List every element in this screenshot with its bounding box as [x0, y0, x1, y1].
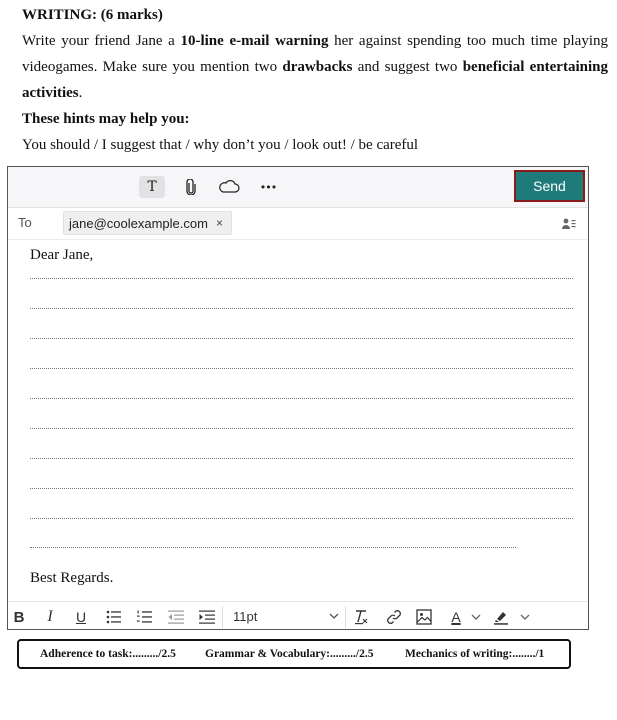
format-toolbar: [8, 601, 588, 632]
numbered-list-button[interactable]: [135, 606, 155, 628]
bullet-list-button[interactable]: [104, 606, 124, 628]
composer-toolbar: [8, 167, 588, 208]
highlighter-icon: [493, 609, 509, 625]
greeting-text: Dear Jane,: [30, 247, 94, 263]
task-text-2: her against spending too much time playing videogames. Make sure you mention two: [22, 33, 609, 75]
insert-image-button[interactable]: [414, 606, 434, 628]
task-emphasis-drawbacks: drawbacks: [282, 59, 353, 75]
contacts-icon: [562, 218, 576, 230]
indent-icon: [199, 610, 215, 624]
font-size-value: 11pt: [233, 609, 258, 624]
recipient-address: jane@coolexample.com: [69, 215, 208, 231]
rubric-grammar-vocabulary: Grammar & Vocabulary:........./2.5: [205, 648, 374, 660]
outdent-icon: [168, 610, 184, 624]
remove-recipient-icon[interactable]: ×: [215, 216, 223, 230]
bold-button[interactable]: [10, 606, 28, 628]
writing-line[interactable]: [30, 458, 573, 459]
decrease-indent-button[interactable]: [166, 606, 186, 628]
clear-formatting-button[interactable]: [351, 606, 371, 628]
italic-icon: I: [47, 608, 53, 625]
attach-button[interactable]: [178, 176, 204, 198]
paperclip-icon: [185, 179, 197, 195]
marking-rubric: [17, 639, 571, 669]
hints-heading: These hints may help you:: [22, 111, 190, 127]
underline-icon: U: [75, 609, 87, 625]
numbered-list-icon: [137, 610, 153, 624]
link-icon: [386, 609, 402, 625]
send-button[interactable]: Send: [514, 170, 585, 202]
recipient-chip[interactable]: [63, 211, 232, 235]
task-text-4: .: [78, 85, 83, 101]
closing-text: Best Regards.: [30, 570, 114, 586]
writing-line[interactable]: [30, 518, 573, 519]
bullet-list-icon: [106, 610, 122, 624]
task-emphasis-email-warning: 10-line e-mail warning: [180, 33, 329, 49]
text-format-icon: T: [147, 179, 157, 195]
hints-text: You should / I suggest that / why don’t you / look out! / be careful: [22, 137, 419, 153]
task-heading: WRITING: (6 marks): [22, 7, 163, 23]
rubric-mechanics: Mechanics of writing:......../1: [405, 648, 545, 660]
contacts-button[interactable]: [562, 217, 576, 235]
italic-button[interactable]: [41, 606, 59, 628]
highlight-button[interactable]: [491, 606, 511, 628]
font-color-button[interactable]: [447, 606, 465, 628]
font-size-select[interactable]: [222, 606, 346, 628]
insert-link-button[interactable]: [384, 606, 404, 628]
underline-button[interactable]: [72, 606, 90, 628]
more-icon: •••: [259, 180, 277, 194]
writing-line[interactable]: [30, 338, 573, 339]
font-color-dropdown[interactable]: [470, 606, 482, 628]
chevron-down-icon: [329, 612, 339, 620]
increase-indent-button[interactable]: [197, 606, 217, 628]
cloud-button[interactable]: [216, 176, 242, 198]
to-field-row: [8, 207, 588, 240]
writing-line[interactable]: [30, 488, 573, 489]
writing-line[interactable]: [30, 547, 516, 548]
image-icon: [416, 609, 432, 625]
highlight-dropdown[interactable]: [519, 606, 531, 628]
chevron-down-icon: [471, 613, 481, 621]
task-text-3: and suggest two: [352, 59, 463, 75]
writing-line[interactable]: [30, 278, 573, 279]
chevron-down-icon: [520, 613, 530, 621]
more-options-button[interactable]: [255, 176, 281, 198]
email-composer: [7, 166, 589, 630]
bold-icon: B: [13, 608, 25, 626]
cloud-icon: [218, 180, 240, 194]
writing-line[interactable]: [30, 308, 573, 309]
rubric-adherence: Adherence to task:........./2.5: [40, 648, 176, 660]
writing-line[interactable]: [30, 368, 573, 369]
writing-line[interactable]: [30, 428, 573, 429]
text-format-button[interactable]: [139, 176, 165, 198]
task-emphasis-activities: beneficial entertaining activities: [22, 59, 608, 101]
to-label: To: [18, 215, 32, 230]
task-instructions: [22, 28, 608, 106]
task-text-1: Write your friend Jane a: [22, 33, 181, 49]
font-color-icon: A: [451, 609, 461, 625]
writing-task: [22, 2, 608, 158]
writing-line[interactable]: [30, 398, 573, 399]
clear-format-icon: [353, 609, 369, 625]
